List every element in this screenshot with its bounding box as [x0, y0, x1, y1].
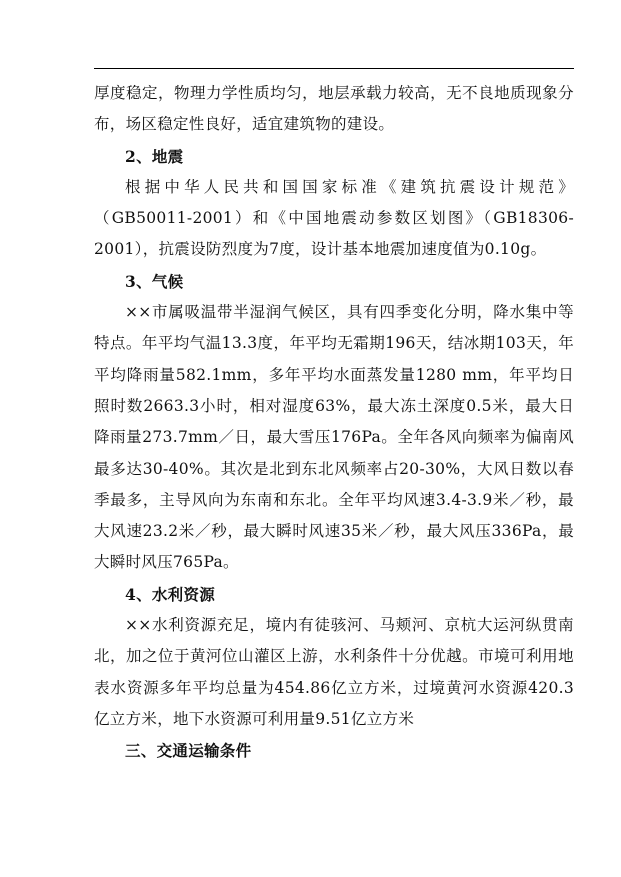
water-resources-heading: 4、水利资源	[125, 584, 216, 604]
earthquake-paragraph: 根据中华人民共和国国家标准《建筑抗震设计规范》（GB50011-2001）和《中国地震动参数区划图》（GB18306-2001），抗震设防烈度为7度，设计基本地震加速度值为0.10g。	[94, 177, 574, 259]
earthquake-heading: 2、地震	[125, 146, 184, 166]
header-rule	[94, 68, 574, 69]
transport-heading: 三、交通运输条件	[125, 741, 252, 761]
geology-paragraph-tail: 厚度稳定，物理力学性质均匀，地层承载力较高，无不良地质现象分布，场区稳定性良好，适宜建筑物的建设。	[94, 84, 574, 134]
water-resources-paragraph: ××水利资源充足，境内有徒骇河、马颊河、京杭大运河纵贯南北，加之位于黄河位山灌区上游，水利条件十分优越。市境可利用地表水资源多年平均总量为454.86亿立方米，过境黄河水资源420.3亿立方米，地下水资源可利用量9.51亿立方米	[94, 616, 574, 728]
climate-paragraph: ××市属吸温带半湿润气候区，具有四季变化分明，降水集中等特点。年平均气温13.3度，年平均无霜期196天，结冰期103天，年平均降雨量582.1mm，多年平均水面蒸发量1280 mm，年平均日照时数2663.3小时，相对湿度63%，最大冻土深度0.5米，最大日降雨量273.7mm／日，最大雪压176Pa。全年各风向频率为偏南风最多达30-40%。其次是北到东北风频率占20-30%，大风日数以春季最多，主导风向为东南和东北。全年平均风速3.4-3.9米／秒，最大风速23.2米／秒，最大瞬时风速35米／秒，最大风压336Pa，最大瞬时风压765Pa。	[94, 303, 574, 572]
climate-heading: 3、气候	[125, 271, 184, 291]
document-body	[94, 78, 574, 767]
